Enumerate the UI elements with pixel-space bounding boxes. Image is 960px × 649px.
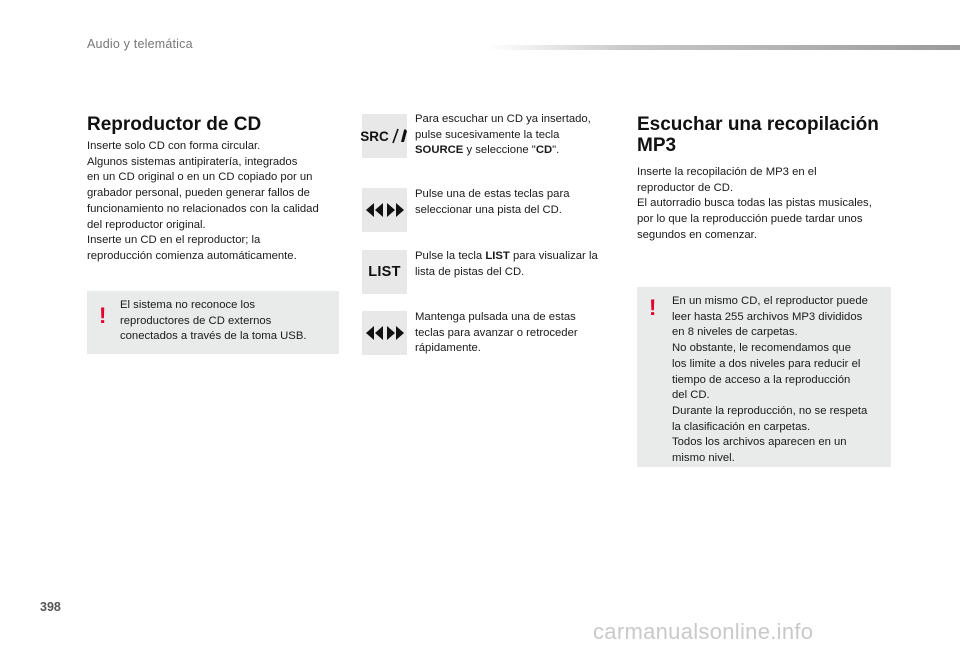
prev-next-key-tile-2 xyxy=(362,311,407,355)
source-key-tile xyxy=(362,114,407,158)
warning-icon: ! xyxy=(99,303,107,328)
warning-icon: ! xyxy=(649,295,657,320)
prev-next-icon xyxy=(365,325,405,341)
list-key-description: Pulse la tecla LIST para visualizar la lista de pistas del CD. xyxy=(415,250,598,278)
watermark: carmanualsonline.info xyxy=(593,619,814,644)
prev-next-key-tile xyxy=(362,188,407,232)
section-title: Audio y telemática xyxy=(87,37,193,51)
heading-cd-player: Reproductor de CD xyxy=(87,114,262,135)
heading-mp3: Escuchar una recopilación MP3 xyxy=(637,114,879,156)
mp3-body: Inserte la recopilación de MP3 en el reproductor de CD. El autorradio busca todas las pistas musicales, por lo que la reproducción puede tardar unos segundos en comenzar. xyxy=(637,166,872,241)
warning-text: El sistema no reconoce los reproductores de CD externos conectados a través de la toma USB. xyxy=(120,299,307,343)
phone-icon xyxy=(391,128,409,144)
fast-forward-description: Mantenga pulsada una de estas teclas para avanzar o retroceder rápidamente. xyxy=(415,311,578,355)
warning-box-usb xyxy=(87,291,339,354)
source-key-description: Para escuchar un CD ya insertado, pulse sucesivamente la tecla SOURCE y seleccione "CD". xyxy=(415,113,591,157)
src-label: SRC xyxy=(360,128,389,144)
page-number: 398 xyxy=(40,600,61,614)
prev-next-icon xyxy=(365,202,405,218)
warning-text: En un mismo CD, el reproductor puede leer hasta 255 archivos MP3 divididos en 8 niveles de carpetas. No obstante, le recomendamos que los limite a dos niveles para reducir el tiempo de acceso a la reproducción del CD. Durante la reproducción, no se respeta la clasificación en carpetas. Todos los archivos aparecen en un mismo nivel. xyxy=(672,295,868,465)
list-key-tile xyxy=(362,250,407,294)
prev-next-description: Pulse una de estas teclas para seleccionar una pista del CD. xyxy=(415,188,570,216)
warning-box-mp3 xyxy=(637,287,891,467)
cd-player-body: Inserte solo CD con forma circular. Algunos sistemas antipiratería, integrados en un CD original o en un CD copiado por un grabador personal, pueden generar fallos de funcionamiento no relacionados con la calidad del reproductor original. Inserte un CD en el reproductor; la reproducción comienza automáticamente. xyxy=(87,140,319,262)
header-divider xyxy=(488,45,960,50)
list-label: LIST xyxy=(368,264,401,280)
